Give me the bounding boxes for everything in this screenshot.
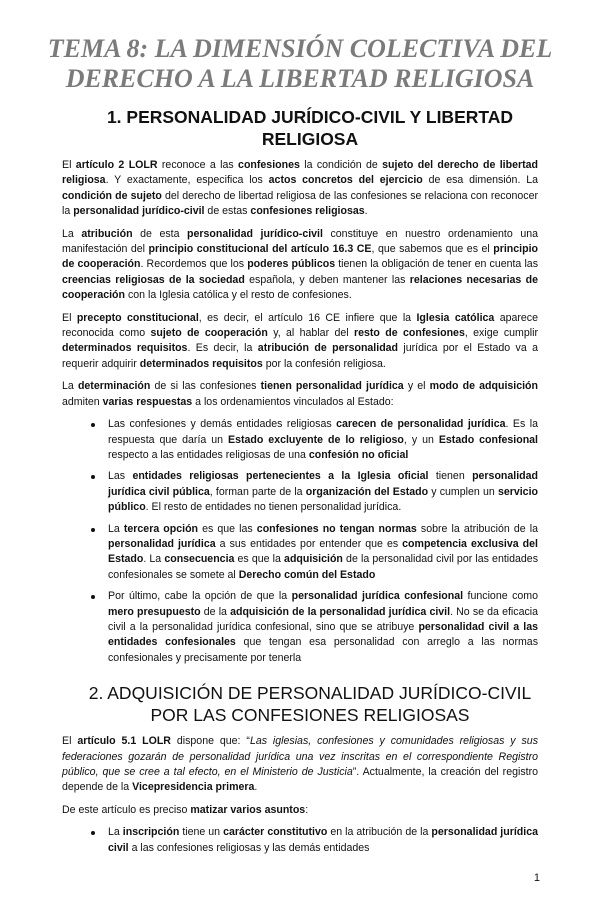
title-line-1: TEMA 8: LA DIMENSIÓN COLECTIVA DEL <box>47 34 553 63</box>
text-run: tienen <box>428 470 473 483</box>
text-run: en la atribución de la <box>327 826 432 839</box>
text-run: . Es decir, la <box>187 342 258 355</box>
text-run: de la <box>200 605 231 618</box>
bold-text: servicio público <box>108 485 538 514</box>
text-run: jurídica por el Estado va a requerir adquirir <box>62 342 538 370</box>
bold-text: personalidad jurídica civil pública <box>108 470 538 498</box>
bold-text: adquisición <box>284 553 343 566</box>
text-run: La <box>108 826 123 839</box>
text-run: Las <box>108 470 133 483</box>
text-run: de estas <box>204 205 251 218</box>
bold-text: personalidad jurídico-civil <box>73 205 205 218</box>
bold-text: confesiones religiosas <box>250 205 365 218</box>
bold-text: carecen de personalidad jurídica <box>336 418 506 431</box>
text-run: respecto a las entidades religiosas de una <box>108 448 309 461</box>
bold-text: sujeto de cooperación <box>150 327 268 340</box>
bold-text: adquisición de la personalidad jurídica civil <box>230 605 451 618</box>
bold-text: principio constitucional del artículo 16.3 CE <box>148 243 372 256</box>
text-run: constituye en nuestro ordenamiento una manifestación del <box>62 227 538 256</box>
bold-text: Estado confesional <box>438 433 538 446</box>
bold-text: artículo 2 LOLR <box>75 159 158 171</box>
section-1-paragraphs <box>62 158 538 410</box>
text-run: a las confesiones religiosas y las demás entidades <box>128 841 370 854</box>
bold-text: entidades religiosas pertenecientes a la Iglesia oficial <box>132 470 429 483</box>
text-run: . Y exactamente, especifica los <box>105 174 269 187</box>
text-run: De este artículo es preciso <box>62 803 191 816</box>
text-run: Las confesiones y demás entidades religiosas <box>108 418 337 431</box>
bold-text: atribución <box>81 227 133 240</box>
text-run: reconoce a las <box>157 159 239 171</box>
bold-text: actos concretos del ejercicio <box>268 174 423 187</box>
bold-text: mero presupuesto <box>108 605 201 618</box>
bold-text: organización del Estado <box>305 485 429 498</box>
paragraph <box>62 227 538 304</box>
text-run: la condición de <box>299 159 383 171</box>
bold-text: personalidad jurídica <box>108 537 216 550</box>
text-run: , que sabemos que es el <box>371 243 494 256</box>
text-run: es que la <box>234 553 285 566</box>
italic-quote: Las iglesias, confesiones y comunidades religiosas y sus federaciones gozarán de personalidad jurídica una vez inscritas en el correspondiente Registro público, que se cree a tal efecto, en el Ministerio de Justicia <box>62 735 538 778</box>
text-run: . Es la respuesta que daría un <box>108 418 538 446</box>
bold-text: tercera opción <box>123 522 199 535</box>
text-run: , exige cumplir <box>464 327 539 340</box>
section-1-body <box>62 158 538 672</box>
text-run: . <box>254 781 258 794</box>
bold-text: determinados requisitos <box>62 342 188 355</box>
text-run: y cumplen un <box>428 485 498 498</box>
bold-text: competencia exclusiva del Estado <box>108 537 538 566</box>
text-run: tiene un <box>179 826 224 839</box>
text-run: que tengan esa personalidad con arreglo a las normas confesionales y precisamente por tenerla <box>108 636 538 664</box>
text-run: : <box>305 803 309 816</box>
bold-text: atribución de personalidad <box>257 342 399 355</box>
bold-text: Estado excluyente de lo religioso <box>228 433 404 446</box>
text-run: sobre la atribución de la <box>416 522 538 535</box>
text-run: es que las <box>198 522 257 535</box>
bold-text: carácter constitutivo <box>223 826 328 839</box>
text-run: y el <box>403 380 430 393</box>
bold-text: inscripción <box>122 826 180 839</box>
bold-text: Iglesia católica <box>416 311 495 324</box>
bold-text: resto de confesiones <box>354 327 465 340</box>
bold-text: confesiones <box>238 159 300 171</box>
text-run: por la confesión religiosa. <box>262 357 386 370</box>
paragraph <box>62 803 538 818</box>
section-1-bullet-list <box>62 417 538 666</box>
bold-text: determinados requisitos <box>139 357 263 370</box>
bold-text: poderes públicos <box>247 258 336 271</box>
document-title <box>30 34 570 94</box>
text-run: tienen la obligación de tener en cuenta las <box>335 258 538 271</box>
text-run: con la Iglesia católica y el resto de confesiones. <box>125 289 352 302</box>
bold-text: confesión no oficial <box>308 448 409 461</box>
bold-text: relaciones necesarias de cooperación <box>62 273 538 302</box>
text-run: La <box>62 227 82 240</box>
bold-text: personalidad jurídico-civil <box>187 227 323 240</box>
page-number: 1 <box>533 872 540 885</box>
text-run: . La <box>143 553 165 566</box>
bullet-item <box>108 825 538 856</box>
title-line-2: DERECHO A LA LIBERTAD RELIGIOSA <box>65 64 535 93</box>
text-run: . No se da eficacia civil a la personalidad jurídica confesional, sino que se atribuye <box>108 605 539 633</box>
bold-text: Vicepresidencia primera <box>132 781 255 794</box>
bold-text: principio de cooperación <box>62 243 538 271</box>
text-run: . <box>364 205 368 218</box>
text-run: del derecho de libertad religiosa de las confesiones se relaciona con reconocer la <box>62 189 538 218</box>
text-run: a los ordenamientos vinculados al Estado: <box>192 395 394 408</box>
bold-text: condición de sujeto <box>62 189 162 202</box>
bold-text: creencias religiosas de la sociedad <box>62 273 245 286</box>
text-run: de esa dimensión. La <box>422 174 539 187</box>
text-run: dispone que: “ <box>170 735 250 748</box>
text-run: . Recordemos que los <box>140 258 248 271</box>
bold-text: personalidad jurídica civil <box>108 826 538 854</box>
bullet-item <box>108 469 538 515</box>
paragraph <box>62 158 538 220</box>
text-run: de esta <box>132 227 188 240</box>
text-run: aparece reconocida como <box>62 311 538 340</box>
bold-text: modo de adquisición <box>429 380 538 393</box>
text-run: española, y deben mantener las <box>244 273 410 286</box>
text-run: El <box>62 311 77 324</box>
section-1-heading: 1. PERSONALIDAD JURÍDICO-CIVIL Y LIBERTAD RELIGIOSA <box>106 107 514 149</box>
section-2-paragraphs <box>62 734 538 818</box>
text-run: Por último, cabe la opción de que la <box>108 590 292 603</box>
section-2-bullet-list <box>62 825 538 856</box>
text-run: de si las confesiones <box>150 380 261 393</box>
text-run: El <box>62 735 78 748</box>
text-run: ”. Actualmente, la creación del registro depende de la <box>62 766 538 794</box>
text-run: y, al hablar del <box>267 327 354 340</box>
bold-text: personalidad jurídica confesional <box>291 590 464 603</box>
text-run: admiten <box>62 395 103 408</box>
section-2-body <box>62 734 538 862</box>
bold-text: matizar varios asuntos <box>190 803 306 816</box>
paragraph <box>62 734 538 796</box>
bold-text: determinación <box>77 380 151 393</box>
text-run: de la personalidad civil por las entidades confesionales se somete al <box>108 553 538 581</box>
paragraph <box>62 379 538 410</box>
text-run: . El resto de entidades no tienen personalidad jurídica. <box>145 501 402 514</box>
text-run: , es decir, el artículo 16 CE infiere que la <box>198 311 417 324</box>
text-run: a sus entidades por entender que es <box>215 537 403 550</box>
bold-text: tienen personalidad jurídica <box>260 380 404 393</box>
section-2-heading: 2. ADQUISICIÓN DE PERSONALIDAD JURÍDICO-CIVIL POR LAS CONFESIONES RELIGIOSAS <box>88 683 532 726</box>
bold-text: confesiones no tengan normas <box>256 522 417 535</box>
text-run: El <box>62 159 76 171</box>
bullet-item <box>108 522 538 584</box>
bold-text: artículo 5.1 LOLR <box>77 735 171 748</box>
bold-text: precepto constitucional <box>76 311 199 324</box>
bold-text: Derecho común del Estado <box>238 568 376 581</box>
text-run: La <box>62 380 78 393</box>
bold-text: sujeto del derecho de libertad religiosa <box>62 159 538 187</box>
text-run: , forman parte de la <box>209 485 306 498</box>
text-run: La <box>108 522 124 535</box>
text-run: , y un <box>403 433 439 446</box>
bullet-item <box>108 589 538 666</box>
text-run: funcione como <box>463 590 538 603</box>
bold-text: consecuencia <box>164 553 235 566</box>
paragraph <box>62 311 538 373</box>
bold-text: varias respuestas <box>102 395 193 408</box>
bullet-item <box>108 417 538 463</box>
bold-text: personalidad civil a las entidades confesionales <box>108 620 538 649</box>
